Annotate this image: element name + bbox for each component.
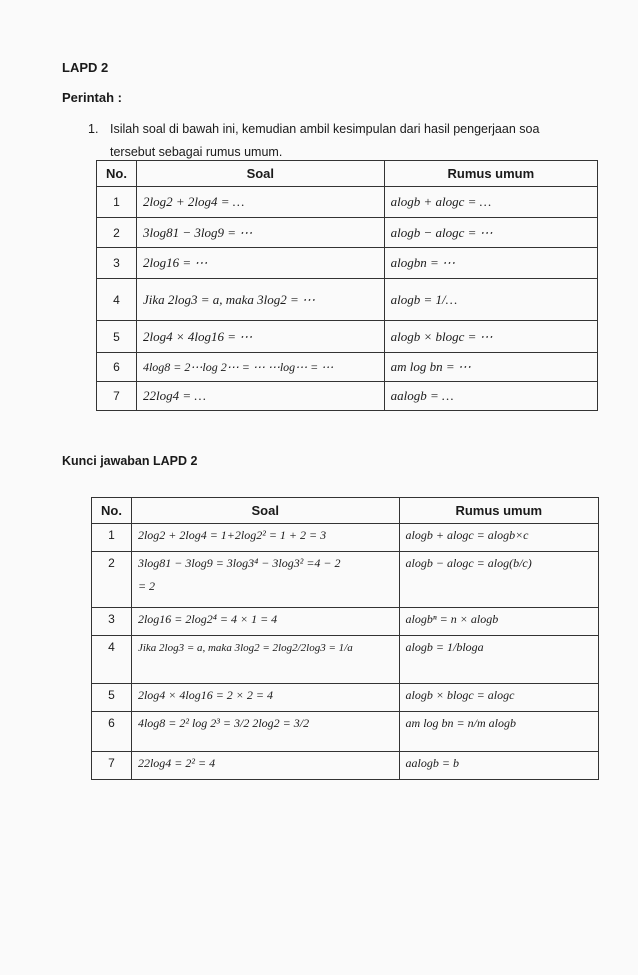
rumus-cell bbox=[399, 552, 598, 608]
row-no: 3 bbox=[92, 608, 132, 636]
instruction-number: 1. bbox=[88, 122, 99, 136]
header-rumus: Rumus umum bbox=[399, 498, 598, 524]
soal-text: 22log4 = 2² = 4 bbox=[137, 756, 216, 770]
perintah-label: Perintah : bbox=[62, 90, 122, 105]
instruction-line-1: Isilah soal di bawah ini, kemudian ambil kesimpulan dari hasil pengerjaan soa bbox=[110, 122, 540, 136]
rumus-cell bbox=[399, 712, 598, 752]
soal-text: 3log81 − 3log9 = 3log3⁴ − 3log3² =4 − 2 bbox=[137, 556, 341, 570]
soal-text: 4log8 = 2⋯log 2⋯ = ⋯ ⋯log⋯ = ⋯ bbox=[142, 359, 334, 374]
soal-cell bbox=[131, 636, 399, 684]
rumus-cell bbox=[384, 321, 597, 353]
table-row bbox=[97, 248, 598, 279]
soal-text: 2log4 × 4log16 = 2 × 2 = 4 bbox=[137, 688, 273, 702]
soal-text: Jika 2log3 = a, maka 3log2 = 2log2/2log3 = 1/a bbox=[137, 642, 353, 654]
table-row bbox=[92, 752, 599, 780]
table-header-row bbox=[97, 161, 598, 187]
row-no: 7 bbox=[92, 752, 132, 780]
soal-text: 22log4 = … bbox=[142, 388, 206, 403]
soal-cell bbox=[136, 353, 384, 382]
lapd-table bbox=[96, 160, 598, 411]
kunci-title: Kunci jawaban LAPD 2 bbox=[62, 454, 198, 468]
soal-text: 2log2 + 2log4 = … bbox=[142, 194, 245, 209]
table-row bbox=[92, 608, 599, 636]
soal-cell bbox=[136, 321, 384, 353]
rumus-text: alogb = 1/bloga bbox=[405, 640, 484, 654]
soal-text: Jika 2log3 = a, maka 3log2 = ⋯ bbox=[142, 291, 316, 307]
header-no: No. bbox=[97, 161, 137, 187]
row-no: 6 bbox=[97, 353, 137, 382]
soal-cell bbox=[136, 218, 384, 248]
soal-cell bbox=[136, 279, 384, 321]
rumus-text: alogb − alogc = ⋯ bbox=[390, 224, 493, 240]
soal-cell bbox=[131, 684, 399, 712]
rumus-cell bbox=[384, 248, 597, 279]
row-no: 5 bbox=[97, 321, 137, 353]
soal-cell bbox=[131, 524, 399, 552]
soal-cell bbox=[131, 608, 399, 636]
soal-cell bbox=[136, 187, 384, 218]
header-soal: Soal bbox=[131, 498, 399, 524]
rumus-cell bbox=[384, 279, 597, 321]
table-row bbox=[92, 712, 599, 752]
soal-text: 4log8 = 2² log 2³ = 3/2 2log2 = 3/2 bbox=[137, 716, 310, 730]
soal-cell bbox=[131, 552, 399, 608]
table-row bbox=[97, 279, 598, 321]
header-soal: Soal bbox=[136, 161, 384, 187]
table-row bbox=[92, 524, 599, 552]
row-no: 4 bbox=[92, 636, 132, 684]
rumus-cell bbox=[399, 636, 598, 684]
soal-text: 2log16 = ⋯ bbox=[142, 255, 208, 270]
rumus-text: am log bn = ⋯ bbox=[390, 359, 471, 374]
page-title: LAPD 2 bbox=[62, 60, 109, 75]
soal-cell bbox=[136, 248, 384, 279]
rumus-text: alogb = 1/… bbox=[390, 291, 458, 307]
soal-text-line2: = 2 bbox=[137, 579, 156, 593]
rumus-cell bbox=[384, 353, 597, 382]
row-no: 2 bbox=[97, 218, 137, 248]
instruction bbox=[88, 118, 618, 164]
soal-cell bbox=[131, 712, 399, 752]
row-no: 6 bbox=[92, 712, 132, 752]
rumus-cell bbox=[399, 524, 598, 552]
table-row bbox=[97, 353, 598, 382]
rumus-text: alogb × blogc = alogc bbox=[405, 688, 515, 702]
row-no: 3 bbox=[97, 248, 137, 279]
table-row bbox=[97, 218, 598, 248]
rumus-cell bbox=[384, 382, 597, 411]
row-no: 7 bbox=[97, 382, 137, 411]
table-row bbox=[97, 382, 598, 411]
rumus-text: alogb × blogc = ⋯ bbox=[390, 328, 493, 344]
rumus-cell bbox=[399, 752, 598, 780]
table-row bbox=[92, 552, 599, 608]
soal-text: 3log81 − 3log9 = ⋯ bbox=[142, 224, 253, 240]
kunci-table bbox=[91, 497, 599, 780]
soal-cell bbox=[131, 752, 399, 780]
rumus-text: alogb − alogc = alog(b/c) bbox=[405, 556, 532, 570]
table-row bbox=[97, 321, 598, 353]
soal-text: 2log16 = 2log2⁴ = 4 × 1 = 4 bbox=[137, 612, 278, 626]
rumus-text: alogb + alogc = alogb×c bbox=[405, 528, 529, 542]
row-no: 2 bbox=[92, 552, 132, 608]
row-no: 1 bbox=[92, 524, 132, 552]
rumus-text: aalogb = … bbox=[390, 388, 454, 403]
soal-text: 2log2 + 2log4 = 1+2log2² = 1 + 2 = 3 bbox=[137, 528, 327, 542]
rumus-text: aalogb = b bbox=[405, 756, 459, 770]
rumus-text: alogb + alogc = … bbox=[390, 194, 492, 209]
table-row bbox=[92, 636, 599, 684]
table-header-row bbox=[92, 498, 599, 524]
soal-text: 2log4 × 4log16 = ⋯ bbox=[142, 328, 253, 344]
header-rumus: Rumus umum bbox=[384, 161, 597, 187]
rumus-cell bbox=[399, 608, 598, 636]
soal-cell bbox=[136, 382, 384, 411]
table-row bbox=[97, 187, 598, 218]
row-no: 1 bbox=[97, 187, 137, 218]
table-row bbox=[92, 684, 599, 712]
row-no: 4 bbox=[97, 279, 137, 321]
header-no: No. bbox=[92, 498, 132, 524]
row-no: 5 bbox=[92, 684, 132, 712]
rumus-text: am log bn = n/m alogb bbox=[405, 716, 516, 730]
rumus-cell bbox=[384, 187, 597, 218]
rumus-text: alogbn = ⋯ bbox=[390, 255, 456, 270]
rumus-text: alogbⁿ = n × alogb bbox=[405, 612, 499, 626]
rumus-cell bbox=[399, 684, 598, 712]
instruction-line-2: tersebut sebagai rumus umum. bbox=[110, 145, 283, 159]
rumus-cell bbox=[384, 218, 597, 248]
